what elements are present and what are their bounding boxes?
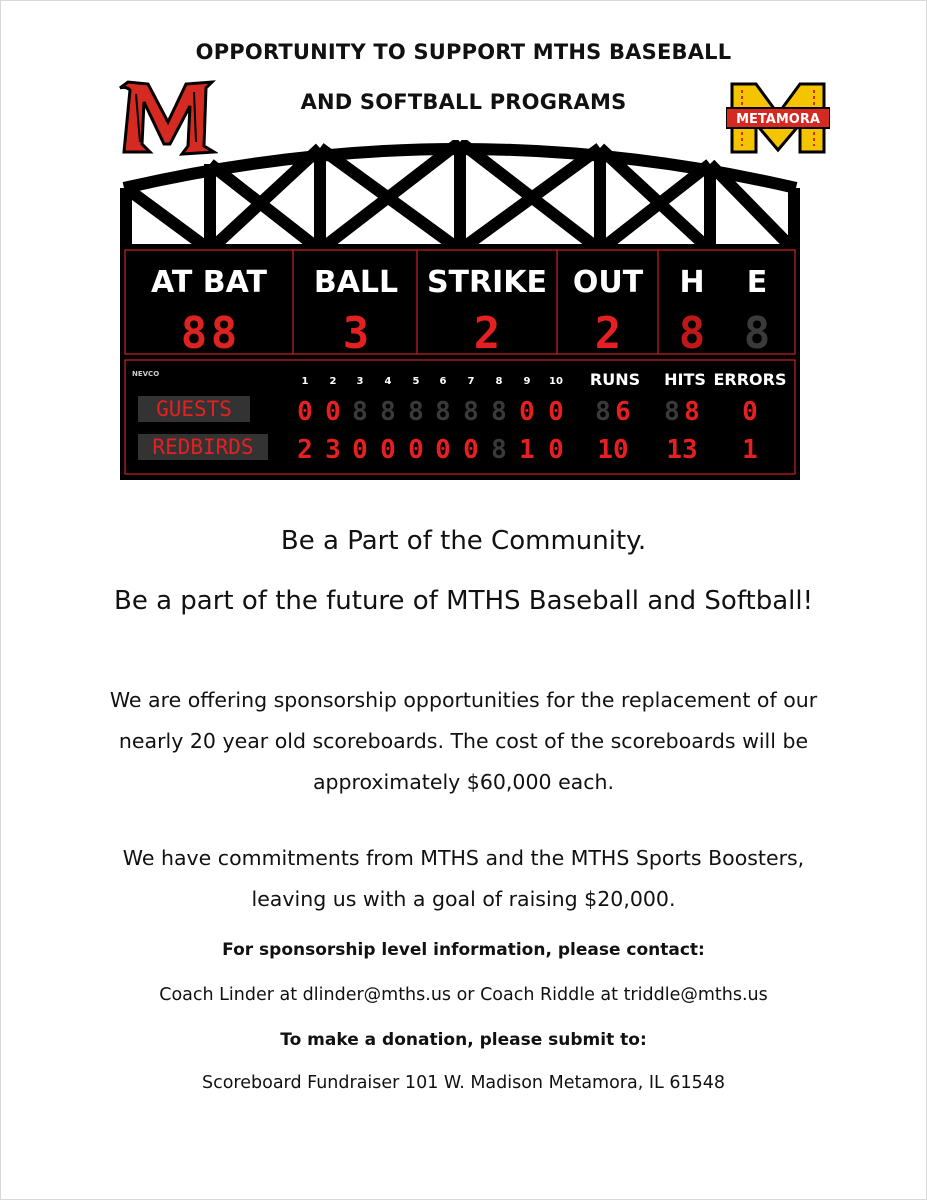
redbirds-inning-7: 0 xyxy=(463,435,479,465)
guests-runs: 6 xyxy=(615,397,631,427)
inning-label-6: 6 xyxy=(439,376,447,387)
guests-inning-9: 0 xyxy=(519,397,535,427)
team-name-guests: GUESTS xyxy=(156,397,232,421)
sponsorship-line-2: nearly 20 year old scoreboards. The cost of the scoreboards will be xyxy=(118,729,809,753)
tagline-2: Be a part of the future of MTHS Baseball and Softball! xyxy=(113,586,814,616)
label-ball: BALL xyxy=(313,265,399,300)
digit-at-bat-1: 8 xyxy=(180,308,208,359)
stat-label-hits: HITS xyxy=(664,370,706,389)
guests-inning-10: 0 xyxy=(548,397,564,427)
redbirds-errors: 1 xyxy=(742,435,758,465)
team-name-redbirds: REDBIRDS xyxy=(152,435,254,459)
inning-label-8: 8 xyxy=(495,376,503,387)
scoreboard xyxy=(120,140,800,480)
digit-e: 8 xyxy=(743,308,771,359)
inning-label-5: 5 xyxy=(412,376,420,387)
guests-inning-7: 8 xyxy=(463,397,479,427)
redbirds-inning-5: 0 xyxy=(408,435,424,465)
redbirds-inning-2: 3 xyxy=(325,435,341,465)
inning-label-1: 1 xyxy=(301,376,309,387)
sponsorship-line-1: We are offering sponsorship opportunities for the replacement of our xyxy=(109,688,818,712)
sponsorship-line-3: approximately $60,000 each. xyxy=(312,770,615,794)
commitments-line-1: We have commitments from MTHS and the MTHS Sports Boosters, xyxy=(122,846,805,870)
inning-label-9: 9 xyxy=(523,376,531,387)
digit-h: 8 xyxy=(678,308,706,359)
stat-label-runs: RUNS xyxy=(589,370,641,389)
contact-line: Coach Linder at dlinder@mths.us or Coach Riddle at triddle@mths.us xyxy=(159,985,768,1005)
metamora-banner-text: METAMORA xyxy=(736,112,820,127)
guests-inning-6: 8 xyxy=(435,397,451,427)
donation-heading: To make a donation, please submit to: xyxy=(280,1030,647,1050)
redbirds-inning-10: 0 xyxy=(548,435,564,465)
sponsorship-paragraph xyxy=(0,680,927,803)
label-strike: STRIKE xyxy=(426,265,548,300)
guests-hits: 8 xyxy=(684,397,700,427)
inning-label-7: 7 xyxy=(467,376,475,387)
label-e: E xyxy=(746,265,768,300)
donation-address: Scoreboard Fundraiser 101 W. Madison Metamora, IL 61548 xyxy=(202,1073,725,1093)
digit-out: 2 xyxy=(594,308,622,359)
redbirds-inning-1: 2 xyxy=(297,435,313,465)
inning-label-10: 10 xyxy=(549,376,563,387)
redbirds-hits: 13 xyxy=(666,435,698,465)
commitments-line-2: leaving us with a goal of raising $20,000. xyxy=(251,887,676,911)
redbirds-inning-9: 1 xyxy=(519,435,535,465)
redbirds-inning-4: 0 xyxy=(380,435,396,465)
guests-inning-8: 8 xyxy=(491,397,507,427)
label-out: OUT xyxy=(572,265,644,300)
commitments-paragraph xyxy=(0,838,927,920)
guests-inning-5: 8 xyxy=(408,397,424,427)
redbirds-inning-3: 0 xyxy=(352,435,368,465)
header-title-line-1: OPPORTUNITY TO SUPPORT MTHS BASEBALL xyxy=(195,40,732,64)
guests-inning-4: 8 xyxy=(380,397,396,427)
redbirds-inning-8: 8 xyxy=(491,435,507,465)
digit-ball: 3 xyxy=(342,308,370,359)
digit-strike: 2 xyxy=(473,308,501,359)
scoreboard-truss xyxy=(124,142,796,250)
guests-inning-1: 0 xyxy=(297,397,313,427)
tagline-1: Be a Part of the Community. xyxy=(280,526,647,556)
guests-runs-tens: 8 xyxy=(595,397,611,427)
inning-label-4: 4 xyxy=(384,376,392,387)
redbirds-runs: 10 xyxy=(597,435,629,465)
digit-at-bat-2: 8 xyxy=(210,308,238,359)
guests-inning-3: 8 xyxy=(352,397,368,427)
contact-heading: For sponsorship level information, please contact: xyxy=(222,940,705,960)
label-h: H xyxy=(679,265,705,300)
redbirds-inning-6: 0 xyxy=(435,435,451,465)
guests-hits-tens: 8 xyxy=(664,397,680,427)
inning-label-2: 2 xyxy=(329,376,337,387)
nevco-brand: NEVCO xyxy=(132,370,160,378)
label-at-bat: AT BAT xyxy=(150,265,268,300)
guests-errors: 0 xyxy=(742,397,758,427)
stat-label-errors: ERRORS xyxy=(713,370,787,389)
header-title-line-2: AND SOFTBALL PROGRAMS xyxy=(300,90,627,114)
guests-inning-2: 0 xyxy=(325,397,341,427)
inning-label-3: 3 xyxy=(356,376,364,387)
